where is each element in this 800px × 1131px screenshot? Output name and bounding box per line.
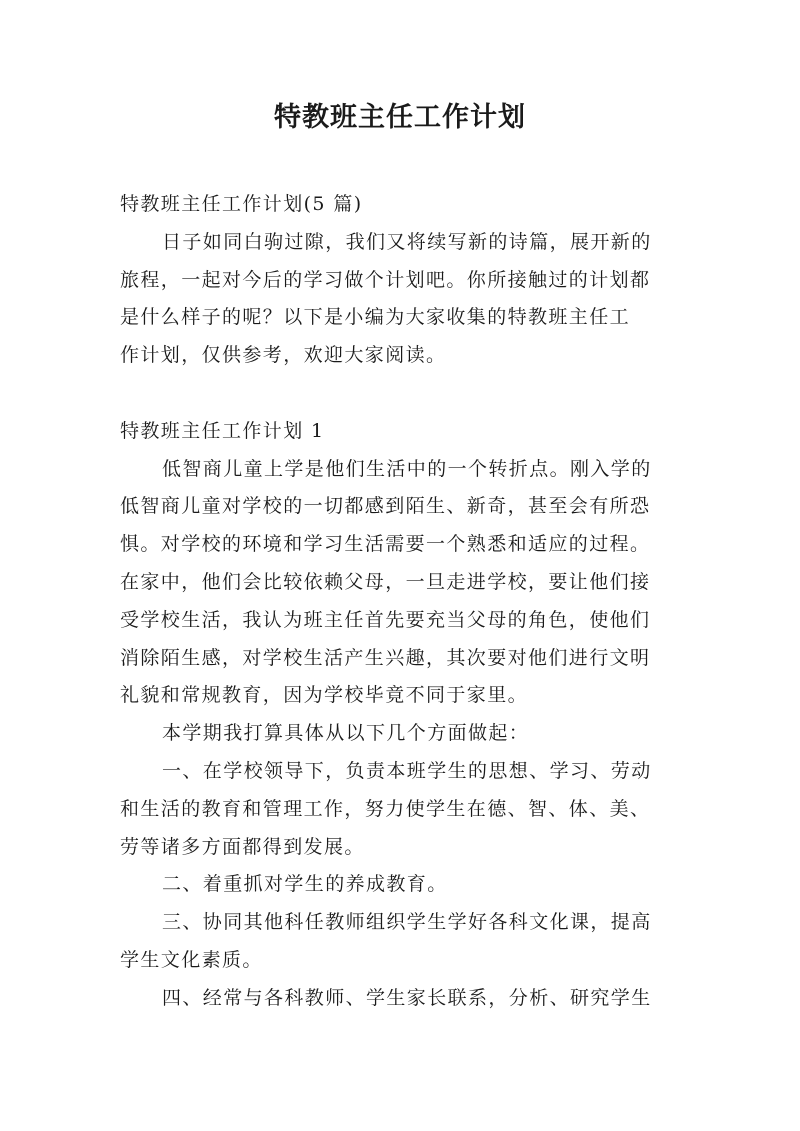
intro-line: 日子如同白驹过隙，我们又将续写新的诗篇，展开新的 bbox=[162, 230, 652, 253]
paragraph-spacer bbox=[120, 375, 692, 413]
document-body bbox=[120, 186, 692, 1018]
list-item-line: 和生活的教育和管理工作，努力使学生在德、智、体、美、 bbox=[120, 797, 651, 820]
intro-line: 作计划，仅供参考，欢迎大家阅读。 bbox=[120, 344, 447, 367]
paragraph-line: 低智商儿童上学是他们生活中的一个转折点。刚入学的 bbox=[162, 457, 652, 480]
paragraph-line: 消除陌生感，对学校生活产生兴趣，其次要对他们进行文明 bbox=[120, 646, 651, 669]
intro-heading: 特教班主任工作计划(5 篇) bbox=[120, 193, 363, 215]
paragraph-line: 惧。对学校的环境和学习生活需要一个熟悉和适应的过程。 bbox=[120, 533, 651, 556]
intro-line: 旅程，一起对今后的学习做个计划吧。你所接触过的计划都 bbox=[120, 268, 651, 291]
paragraph-line: 在家中，他们会比较依赖父母，一旦走进学校，要让他们接 bbox=[120, 570, 651, 593]
list-item-line: 四、经常与各科教师、学生家长联系，分析、研究学生 bbox=[162, 986, 652, 1009]
list-item-line: 学生文化素质。 bbox=[120, 948, 263, 971]
list-item-line: 二、着重抓对学生的养成教育。 bbox=[162, 873, 448, 896]
list-item-line: 劳等诸多方面都得到发展。 bbox=[120, 835, 365, 858]
paragraph-line: 低智商儿童对学校的一切都感到陌生、新奇，甚至会有所恐 bbox=[120, 495, 651, 518]
paragraph-line: 本学期我打算具体从以下几个方面做起： bbox=[162, 722, 530, 745]
intro-line: 是什么样子的呢？以下是小编为大家收集的特教班主任工 bbox=[120, 306, 631, 329]
paragraph-line: 受学校生活，我认为班主任首先要充当父母的角色，使他们 bbox=[120, 608, 651, 631]
list-item-line: 三、协同其他科任教师组织学生学好各科文化课，提高 bbox=[162, 911, 652, 934]
paragraph-line: 礼貌和常规教育，因为学校毕竟不同于家里。 bbox=[120, 684, 529, 707]
section-heading: 特教班主任工作计划 1 bbox=[120, 419, 325, 442]
list-item-line: 一、在学校领导下，负责本班学生的思想、学习、劳动 bbox=[162, 759, 652, 782]
document-title: 特教班主任工作计划 bbox=[274, 102, 526, 133]
